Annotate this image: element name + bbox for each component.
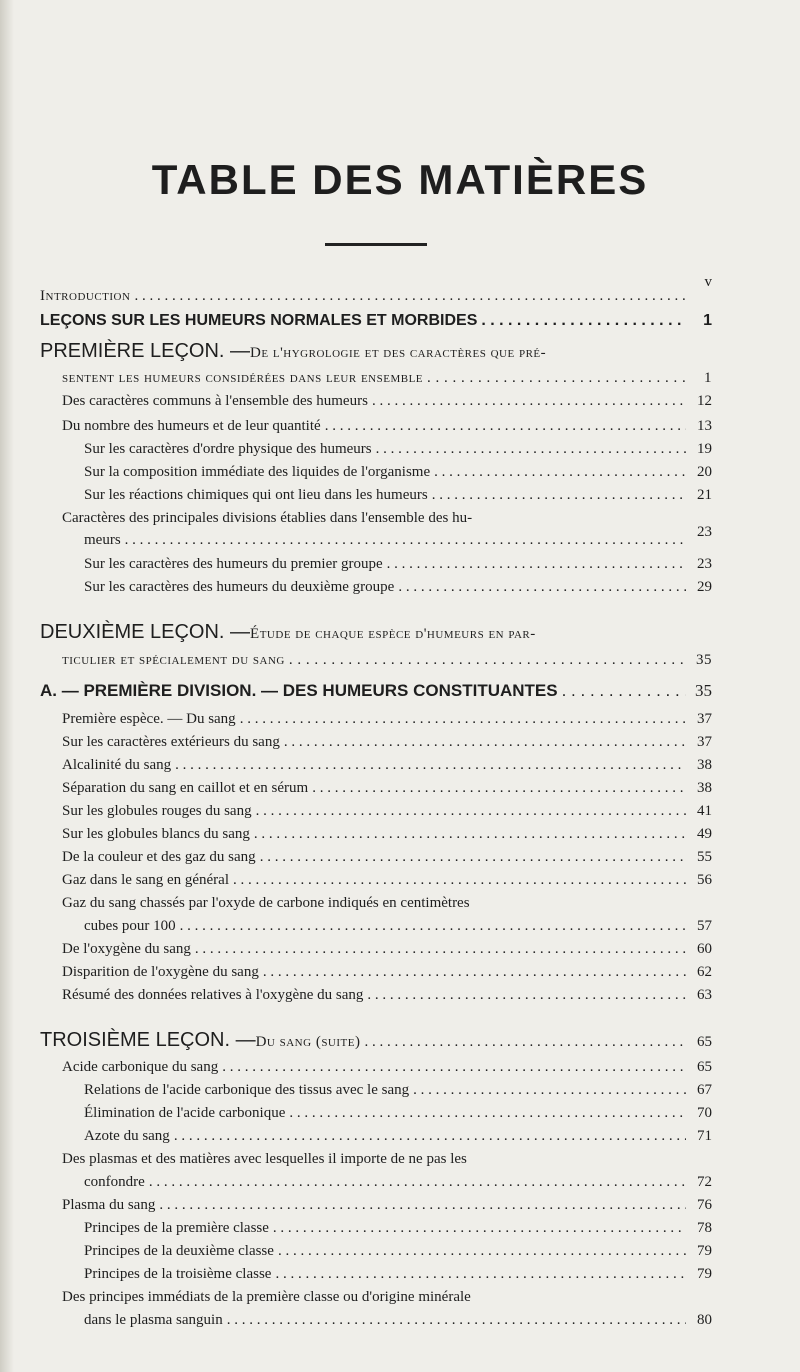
toc-entry-page: 55	[697, 849, 712, 865]
toc-entry	[62, 711, 712, 728]
toc-entry-page: 62	[697, 964, 712, 980]
toc-entry-continuation: ticulier et spécialement du sang	[62, 652, 285, 668]
toc-entry	[62, 393, 712, 410]
toc-entry-page: 29	[697, 579, 712, 595]
toc-entry-page: 38	[697, 757, 712, 773]
toc-entry-page: 23	[697, 556, 712, 572]
toc-entry	[62, 987, 712, 1004]
toc-entry-page: 67	[697, 1082, 712, 1098]
toc-lesson-lead: TROISIÈME LEÇON. —	[40, 1029, 256, 1051]
toc-entry-introduction	[40, 274, 712, 305]
toc-lesson-lead: DEUXIÈME LEÇON. —	[40, 621, 251, 643]
toc-entry	[62, 849, 712, 866]
toc-entry	[62, 734, 712, 751]
toc-entry-page: 12	[697, 393, 712, 409]
toc-entry-page: 41	[697, 803, 712, 819]
toc-entry-page: 70	[697, 1105, 712, 1121]
toc-entry	[84, 1220, 712, 1237]
toc-entry-text: LEÇONS SUR LES HUMEURS NORMALES ET MORBIDES	[40, 312, 478, 329]
toc-entry	[84, 556, 712, 573]
toc-entry-continuation: meurs	[84, 532, 121, 548]
toc-entry-page: 78	[697, 1220, 712, 1236]
toc-entry-text: De l'hygrologie et des caractères que pré-	[250, 345, 547, 361]
toc-entry-text: Élimination de l'acide carbonique	[84, 1105, 286, 1121]
toc-entry-text: Acide carbonique du sang	[62, 1059, 219, 1075]
toc-entry-text: Caractères des principales divisions établies dans l'ensemble des hu-	[62, 510, 473, 526]
toc-entry-text: Sur la composition immédiate des liquides de l'organisme	[84, 464, 431, 480]
toc-entry-page: 71	[697, 1128, 712, 1144]
toc-entry-page: 79	[697, 1266, 712, 1282]
toc-entry	[62, 757, 712, 774]
toc-entry-continuation: cubes pour 100	[84, 918, 176, 934]
toc-entry-page: 37	[697, 711, 712, 727]
toc-entry	[62, 941, 712, 958]
toc-entry	[84, 579, 712, 596]
page-binding-shadow	[0, 0, 14, 1372]
toc-entry-page: v	[704, 274, 712, 290]
toc-entry-page: 65	[697, 1034, 712, 1050]
toc-entry	[62, 418, 712, 435]
toc-entry	[84, 1243, 712, 1260]
toc-entry-text: De l'oxygène du sang	[62, 941, 191, 957]
toc-entry-lecons	[40, 312, 712, 330]
toc-entry-page: 79	[697, 1243, 712, 1259]
toc-entry-text: Des plasmas et des matières avec lesquelles il importe de ne pas les	[62, 1151, 467, 1167]
toc-entry-text: Relations de l'acide carbonique des tissus avec le sang	[84, 1082, 410, 1098]
toc-entry-text: Principes de la troisième classe	[84, 1266, 272, 1282]
toc-entry-page: 35	[695, 681, 712, 700]
toc-entry	[84, 464, 712, 481]
toc-entry-page: 57	[697, 918, 712, 934]
toc-entry	[62, 780, 712, 797]
toc-entry	[62, 803, 712, 820]
toc-entry	[84, 1105, 712, 1122]
toc-entry-text: Des principes immédiats de la première classe ou d'origine minérale	[62, 1289, 471, 1305]
toc-entry-continuation: sentent les humeurs considérées dans leur ensemble	[62, 370, 424, 386]
toc-entry-text: Gaz dans le sang en général	[62, 872, 230, 888]
toc-entry-page: 49	[697, 826, 712, 842]
toc-entry-page: 80	[697, 1312, 712, 1328]
toc-entry-text: Principes de la deuxième classe	[84, 1243, 274, 1259]
toc-entry-page: 72	[697, 1174, 712, 1190]
toc-entry	[84, 487, 712, 504]
toc-entry-text: Des caractères communs à l'ensemble des humeurs	[62, 393, 368, 409]
toc-entry-text: Sur les globules rouges du sang	[62, 803, 252, 819]
toc-entry-page: 35	[696, 652, 712, 668]
toc-entry-text: Sur les caractères des humeurs du premier groupe	[84, 556, 383, 572]
toc-entry-text: Alcalinité du sang	[62, 757, 172, 773]
toc-entry-text: Sur les caractères extérieurs du sang	[62, 734, 280, 750]
page-title: TABLE DES MATIÈRES	[151, 156, 649, 203]
toc-entry-page: 19	[697, 441, 712, 457]
toc-entry	[84, 441, 712, 458]
toc-entry-text: Sur les caractères des humeurs du deuxième groupe	[84, 579, 395, 595]
toc-entry-page: 37	[697, 734, 712, 750]
toc-entry-page: 76	[697, 1197, 712, 1213]
toc-entry-page: 56	[697, 872, 712, 888]
toc-entry	[62, 1197, 712, 1214]
toc-entry	[62, 826, 712, 843]
toc-entry-text: Gaz du sang chassés par l'oxyde de carbone indiqués en centimètres	[62, 895, 470, 911]
toc-entry-text: Sur les globules blancs du sang	[62, 826, 250, 842]
toc-entry-continuation: dans le plasma sanguin	[84, 1312, 223, 1328]
toc-entry-text: De la couleur et des gaz du sang	[62, 849, 256, 865]
toc-entry-page: 23	[697, 524, 712, 540]
toc-entry	[62, 1059, 712, 1076]
toc-entry-page: 21	[697, 487, 712, 503]
toc-entry	[84, 1266, 712, 1283]
toc-entry	[84, 1128, 712, 1145]
toc-entry-page: 1	[703, 312, 712, 329]
toc-entry-text: Étude de chaque espèce d'humeurs en par-	[250, 626, 536, 642]
toc-entry-troisieme-lecon	[40, 1029, 712, 1052]
toc-entry-page: 65	[697, 1059, 712, 1075]
toc-entry-page: 38	[697, 780, 712, 796]
toc-entry	[62, 964, 712, 981]
toc-entry-text: Sur les réactions chimiques qui ont lieu dans les humeurs	[84, 487, 428, 503]
toc-entry-text: A. — PREMIÈRE DIVISION. — DES HUMEURS CONSTITUANTES	[40, 681, 558, 700]
toc-entry-text: Principes de la première classe	[84, 1220, 269, 1236]
toc-entry-page: 20	[697, 464, 712, 480]
toc-entry-text: Séparation du sang en caillot et en sérum	[62, 780, 309, 796]
toc-entry-text: Plasma du sang	[62, 1197, 156, 1213]
toc-entry-text: Azote du sang	[84, 1128, 170, 1144]
toc-entry-text: Disparition de l'oxygène du sang	[62, 964, 259, 980]
toc-entry-continuation: confondre	[84, 1174, 145, 1190]
toc-entry-text: Du nombre des humeurs et de leur quantité	[62, 418, 321, 434]
toc-entry-division	[40, 681, 712, 701]
toc-entry-page: 13	[697, 418, 712, 434]
title-rule	[325, 243, 427, 246]
toc-entry-text: Résumé des données relatives à l'oxygène du sang	[62, 987, 364, 1003]
toc-entry-text: Introduction	[40, 288, 131, 304]
toc-entry	[84, 1082, 712, 1099]
toc-entry-page: 63	[697, 987, 712, 1003]
toc-entry-page: 60	[697, 941, 712, 957]
toc-entry-text: Première espèce. — Du sang	[62, 711, 236, 727]
toc-entry-text: Sur les caractères d'ordre physique des humeurs	[84, 441, 372, 457]
toc-entry-page: 1	[704, 370, 712, 386]
toc-lesson-lead: PREMIÈRE LEÇON. —	[40, 340, 251, 362]
toc-entry-text: Du sang (suite)	[255, 1034, 361, 1050]
toc-entry	[62, 872, 712, 889]
